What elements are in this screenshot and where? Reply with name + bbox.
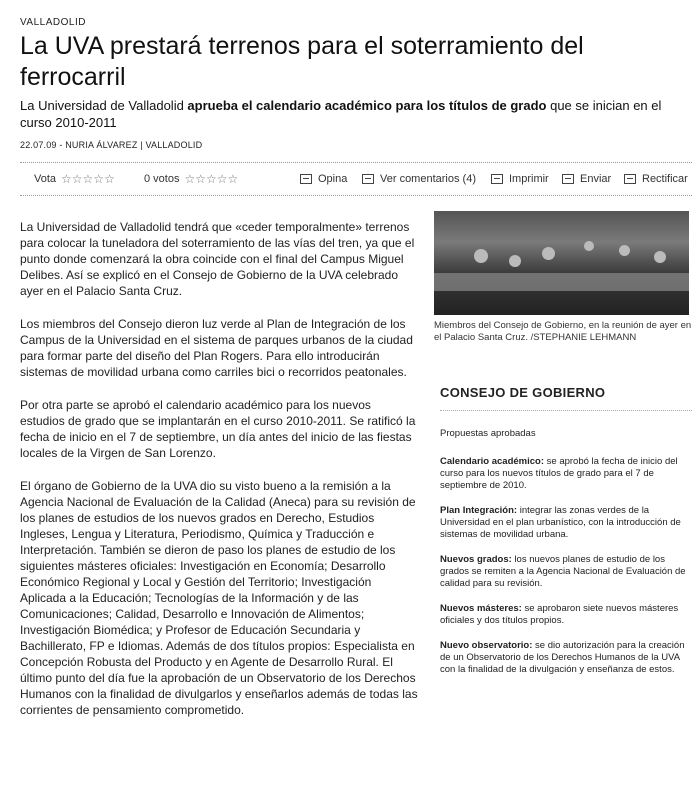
photo-figure — [619, 245, 630, 256]
byline: 22.07.09 - NURIA ÁLVAREZ | VALLADOLID — [20, 140, 203, 150]
sidebar-item-text: se aprobaron siete nuevos másteres oficiales y dos títulos propios. — [440, 603, 679, 626]
sidebar-item-label: Nuevo observatorio: — [440, 640, 533, 651]
print-icon — [491, 174, 503, 184]
vote-label: Vota — [34, 173, 57, 185]
votes-count: 0 votos — [144, 173, 180, 185]
comments-icon — [362, 174, 374, 184]
photo-figure — [474, 249, 488, 263]
sidebar-item-text: se aprobó la fecha de inicio del curso para los nuevos títulos de grado para el 7 de septiembre de 2010. — [440, 456, 678, 491]
sidebar-box — [440, 385, 692, 689]
vote-widget — [34, 173, 115, 185]
print-label: Imprimir — [509, 173, 549, 185]
mail-icon — [562, 174, 574, 184]
subhead-bold: aprueba el calendario académico para los títulos de grado — [187, 98, 547, 113]
section-tag[interactable]: VALLADOLID — [20, 17, 86, 28]
opina-button[interactable] — [300, 173, 347, 185]
sidebar-item-label: Calendario académico: — [440, 456, 545, 467]
sidebar-item-label: Nuevos másteres: — [440, 603, 522, 614]
send-button[interactable] — [562, 173, 611, 185]
opina-label: Opina — [318, 173, 348, 185]
comment-icon — [300, 174, 312, 184]
photo-figure — [654, 251, 666, 263]
votes-count-widget — [144, 173, 238, 185]
view-comments-label: Ver comentarios (4) — [380, 173, 476, 185]
sidebar-title: CONSEJO DE GOBIERNO — [440, 385, 692, 411]
subhead-part2: que se inician en el curso 2010-2011 — [20, 98, 662, 130]
print-button[interactable] — [491, 173, 549, 185]
photo-figure — [509, 255, 521, 267]
sidebar-item — [440, 554, 692, 590]
subhead-part1: La Universidad de Valladolid — [20, 98, 188, 113]
body-paragraph: La Universidad de Valladolid tendrá que «ceder temporalmente» terrenos para colocar la tuneladora del soterramiento de las vías del tren, ya que el punto donde comenzará la obra coincide con el final del Campus Miguel Delibes. Así se explicó en el Consejo de Gobierno de la UVA celebrado ayer en el Palacio Santa Cruz. — [20, 220, 415, 298]
correct-label: Rectificar — [642, 173, 688, 185]
article-headline: La UVA prestará terrenos para el soterramiento del ferrocarril — [20, 32, 584, 91]
sidebar-item — [440, 505, 692, 541]
photo-caption: Miembros del Consejo de Gobierno, en la reunión de ayer en el Palacio Santa Cruz. /STEPHANIE LEHMANN — [434, 320, 692, 343]
body-paragraph: El órgano de Gobierno de la UVA dio su visto bueno a la remisión a la Agencia Nacional de Evaluación de la Calidad (Aneca) para su revisión de los planes de estudios de los nuevos grados en Derecho, Estudios Ingleses, Lengua y Literatura, Periodismo, Química y Traducción e Interpretación. También se dieron de paso los planes de estudio de los siguientes másteres oficiales: Investigación en Economía; Desarrollo Económico Regional y Local y Gestión del Territorio; Investigación Aplicada a la Educación; Tecnologías de la Información y de las Comunicaciones; Calidad, Desarrollo e Innovación de Alimentos; Investigación Biomédica; y Profesor de Educación Secundaria y Bachillerato, FP e Idiomas. Además de dos títulos propios: Especialista en Concepción Robusta del Producto y en Agente de Desarrollo Rural. El último punto del día fue la aprobación de un Observatorio de los Derechos Humanos con la finalidad de divulgarlos y enseñarlos además de todas las corrientes de pensamiento comprometido. — [20, 479, 418, 717]
rating-stars-icon: ☆☆☆☆☆ — [184, 171, 239, 186]
photo-figure — [584, 241, 594, 251]
view-comments-link[interactable] — [362, 173, 476, 185]
sidebar-item — [440, 640, 692, 676]
sidebar-item-label: Nuevos grados: — [440, 554, 512, 565]
article-photo[interactable] — [434, 211, 689, 315]
body-paragraph: Los miembros del Consejo dieron luz verde al Plan de Integración de los Campus de la Universidad en el sistema de parques urbanos de la ciudad para formar parte del diseño del Plan Rogers. Para ello introducirán sistemas de movilidad urbana como carriles bici o recorridos peatonales. — [20, 317, 413, 379]
sidebar-item — [440, 603, 692, 627]
photo-table — [434, 273, 689, 291]
vote-stars-icon[interactable]: ☆☆☆☆☆ — [61, 171, 115, 186]
sidebar-item-label: Plan Integración: — [440, 505, 518, 516]
body-paragraph: Por otra parte se aprobó el calendario académico para los nuevos estudios de grado que se implantarán en el curso 2010-2011. Se ratificó la fecha de inicio en el 7 de septiembre, un día antes del inicio de las fiestas locales de la Virgen de San Lorenzo. — [20, 398, 416, 460]
sidebar-subtitle: Propuestas aprobadas — [440, 428, 536, 439]
article-body — [20, 219, 418, 735]
article-toolbar — [20, 162, 692, 196]
edit-icon — [624, 174, 636, 184]
sidebar-item-text: integrar las zonas verdes de la Universidad en el plan urbanístico, con la introducción de sistemas de movilidad urbana. — [440, 505, 681, 540]
send-label: Enviar — [580, 173, 612, 185]
photo-figure — [542, 247, 555, 260]
correct-button[interactable] — [624, 173, 688, 185]
sidebar-item-text: los nuevos planes de estudio de los grados se remiten a la Agencia Nacional de Evaluación de calidad para su revisión. — [440, 554, 686, 589]
article-subhead — [20, 97, 680, 131]
sidebar-item — [440, 456, 692, 492]
sidebar-item-text: se dio autorización para la creación de un Observatorio de los Derechos Humanos de la UVA con la finalidad de la divulgación y enseñanza de estos. — [440, 640, 685, 675]
